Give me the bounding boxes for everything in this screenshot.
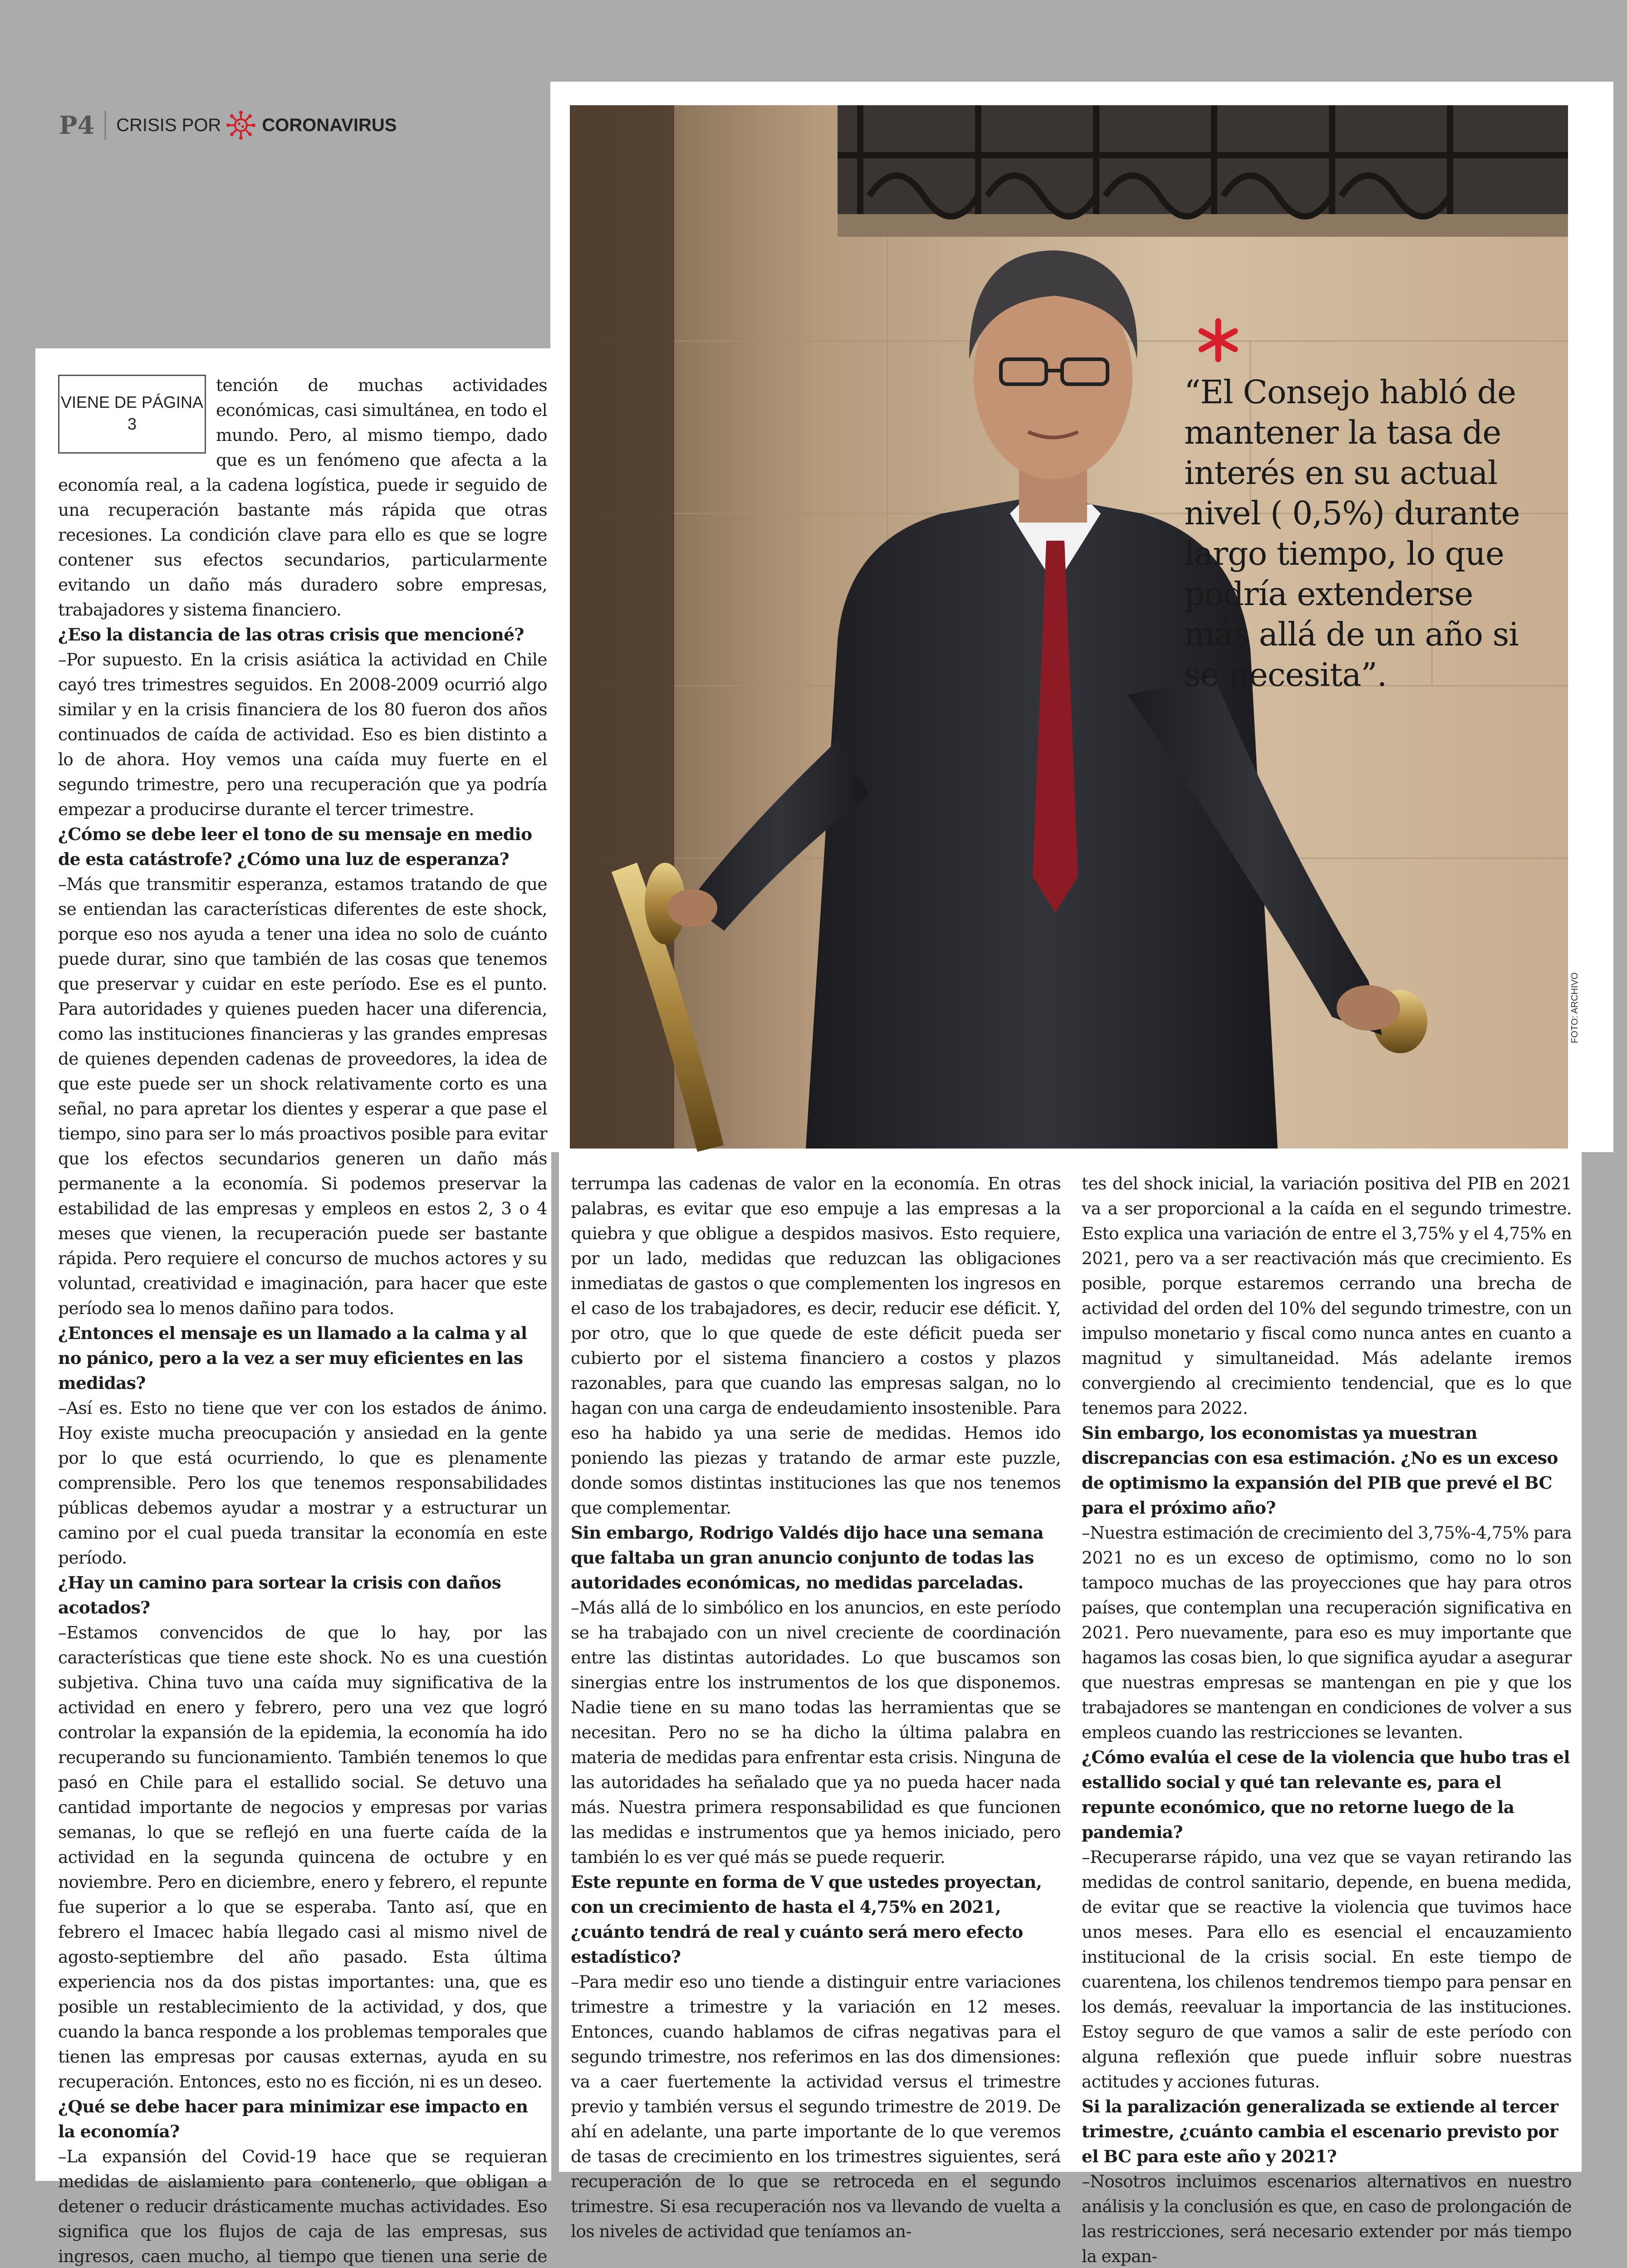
header-divider [104, 111, 106, 140]
question: Este repunte en forma de V que ustedes proyectan, con un crecimiento de hasta el 4,75% en 2021, ¿cuánto tendrá de real y cuánto será mero efecto estadístico? [571, 1872, 1042, 1967]
answer: –Más que transmitir esperanza, estamos tratando de que se entiendan las características diferentes de este shock, porque eso nos ayuda a tener una idea no solo de cuánto puede durar, sino que también de las cosas que tenemos que preservar y cuidar en este período. Ese es el punto. Para autoridades y quienes pueden hacer una diferencia, como las instituciones financieras y las grandes empresas de quienes dependen cadenas de proveedores, la idea de que este puede ser un shock relativamente corto es una señal, no para apretar los dientes y esperar a que pase el tiempo, sino para ser lo más proactivos posible para evitar que los efectos secundarios generen un daño más permanente a la economía. Si podemos preservar la estabilidad de las empresas y empleos en estos 2, 3 o 4 meses que vienen, la recuperación puede ser bastante rápida. Pero requiere el concurso de muchos actores y su voluntad, creatividad e imaginación, para hacer que este período sea lo menos dañino para todos. [58, 874, 547, 1318]
answer: –Más allá de lo simbólico en los anuncios, en este período se ha trabajado con un nivel creciente de coordinación entre las distintas autoridades. Lo que buscamos son sinergias entre los instrumentos de los que disponemos. Nadie tiene en su mano todas las herramientas que se necesitan. Pero no se ha dicho la última palabra en materia de medidas para enfrentar esta crisis. Ninguna de las autoridades ha señalado que ya no pueda hacer nada más. Nuestra primera responsabilidad es que funcionen las medidas e instrumentos que ya hemos iniciado, pero también lo es ver qué más se puede requerir. [571, 1598, 1061, 1867]
page-number: P4 [59, 111, 95, 140]
photo-credit: FOTO: ARCHIVO [1570, 972, 1580, 1043]
answer: –Estamos convencidos de que lo hay, por las características que tiene este shock. No es una cuestión subjetiva. China tuvo una caída muy significativa de la actividad en enero y febrero, pero una vez que logró controlar la expansión de la epidemia, la economía ha ido recuperando su funcionamiento. También tenemos lo que pasó en Chile para el estallido social. Se detuvo una cantidad importante de negocios y empresas por varias semanas, lo que se reflejó en una fuerte caída de la actividad en la segunda quincena de octubre y en noviembre. Pero en diciembre, enero y febrero, el repunte fue superior a lo que se esperaba. Tanto así, que en febrero el Imacec había llegado casi al mismo nivel de agosto-septiembre del año pasado. Esta última experiencia nos da dos pistas importantes: una, que es posible un restablecimiento de la actividad, y dos, que cuando la banca responde a los problemas temporales que tienen las empresas por causas externas, ayuda en su recuperación. Entonces, esto no es ficción, ni es un deseo. [58, 1623, 547, 2092]
section-title: CORONAVIRUS [262, 115, 397, 135]
answer: tes del shock inicial, la variación positiva del PIB en 2021 va a ser proporcional a la caída en el segundo trimestre. Esto explica una variación de entre el 3,75% y el 4,75% en 2021, pero va a ser reactivación más que crecimiento. Es posible, porque estaremos cerrando una brecha de actividad del orden del 10% del segundo trimestre, con un impulso monetario y fiscal como nunca antes en cuanto a magnitud y simultaneidad. Más adelante iremos convergiendo al crecimiento tendencial, que es lo que tenemos para 2022. [1082, 1173, 1572, 1418]
answer: –Nuestra estimación de crecimiento del 3,75%-4,75% para 2021 no es un exceso de optimismo, como no lo son tampoco muchas de las proyecciones que hay para otros países, que contemplan una recuperación significativa en 2021. Pero nuevamente, para eso es muy importante que hagamos las cosas bien, lo que significa ayudar a asegurar que nuestras empresas se mantengan en pie y que los trabajadores se mantengan en condiciones de volver a sus empleos cuando las restricciones se levanten. [1082, 1523, 1572, 1742]
section-prefix: CRISIS POR [116, 115, 221, 135]
question: ¿Qué se debe hacer para minimizar ese impacto en la economía? [58, 2097, 528, 2141]
question: ¿Hay un camino para sortear la crisis con daños acotados? [58, 1573, 501, 1618]
article-column-1 [58, 373, 547, 2266]
article-column-2 [571, 1171, 1061, 2241]
question: Sin embargo, los economistas ya muestran discrepancias con esa estimación. ¿No es un exceso de optimismo la expansión del PIB que prevé el BC para el próximo año? [1082, 1423, 1558, 1518]
answer: –Recuperarse rápido, una vez que se vayan retirando las medidas de control sanitario, depende, en buena medida, de evitar que se reactive la violencia que tuvimos hace unos meses. Para ello es esencial el encauzamiento institucional de la crisis social. En este tiempo de cuarentena, los chilenos tendremos tiempo para pensar en los demás, reevaluar la importancia de las instituciones. Estoy seguro de que vamos a salir de este período con alguna reflexión que puede influir sobre nuestras actitudes y acciones futuras. [1082, 1847, 1572, 2092]
answer: –La expansión del Covid-19 hace que se requieran medidas de aislamiento para contenerlo, que obligan a detener o reducir drásticamente muchas actividades. Eso significa que los flujos de caja de las empresas, sus ingresos, caen mucho, al tiempo que tienen una serie de [58, 2146, 547, 2266]
answer: terrumpa las cadenas de valor en la economía. En otras palabras, es evitar que eso empuje a las empresas a la quiebra y que obligue a despidos masivos. Esto requiere, por un lado, medidas que reduzcan las obligaciones inmediatas de gastos o que complementen los ingresos en el caso de los trabajadores, es decir, reducir ese déficit. Y, por otro, que lo que quede de este déficit pueda ser cubierto por el sistema financiero a costos y plazos razonables, para que cuando las empresas salgan, no lo hagan con una carga de endeudamiento insostenible. Para eso ha habido ya una serie de medidas. Hemos ido poniendo las piezas y tratando de armar este puzzle, donde somos distintas instituciones las que nos tenemos que complementar. [571, 1173, 1061, 1518]
asterisk-icon [1198, 318, 1239, 363]
continued-from-box: VIENE DE PÁGINA 3 [58, 375, 206, 454]
question: Si la paralización generalizada se extiende al tercer trimestre, ¿cuánto cambia el escenario previsto por el BC para este año y 2021? [1082, 2097, 1558, 2166]
question: Sin embargo, Rodrigo Valdés dijo hace una semana que faltaba un gran anuncio conjunto de todas las autoridades económicas, no medidas parceladas. [571, 1523, 1044, 1593]
answer: –Por supuesto. En la crisis asiática la actividad en Chile cayó tres trimestres seguidos. En 2008-2009 ocurrió algo similar y en la crisis financiera de los 80 fueron dos años continuados de caída de actividad. Eso es bien distinto a lo de ahora. Hoy vemos una caída muy fuerte en el segundo trimestre, pero una recuperación que ya podría empezar a producirse durante el tercer trimestre. [58, 650, 547, 819]
answer: –Para medir eso uno tiende a distinguir entre variaciones trimestre a trimestre y la variación en 12 meses. Entonces, cuando hablamos de cifras negativas para el segundo trimestre, nos referimos en las dos dimensiones: va a caer fuertemente la actividad versus el trimestre previo y también versus el segundo trimestre de 2019. De ahí en adelante, una parte importante de lo que veremos de tasas de crecimiento en los trimestres siguientes, será recuperación de lo que se retroceda en el segundo trimestre. Si esa recuperación nos va llevando de vuelta a los niveles de actividad que teníamos an- [571, 1972, 1061, 2241]
article-column-3 [1082, 1171, 1572, 2266]
question: ¿Cómo se debe leer el tono de su mensaje en medio de esta catástrofe? ¿Cómo una luz de esperanza? [58, 824, 532, 869]
question: ¿Eso la distancia de las otras crisis que mencioné? [58, 625, 524, 645]
question: ¿Cómo evalúa el cese de la violencia que hubo tras el estallido social y qué tan relevante es, para el repunte económico, que no retorne luego de la pandemia? [1082, 1747, 1570, 1842]
answer: –Así es. Esto no tiene que ver con los estados de ánimo. Hoy existe mucha preocupación y ansiedad en la gente por lo que está ocurriendo, lo que es plenamente comprensible. Pero los que tenemos responsabilidades públicas debemos ayudar a mostrar y a estructurar un camino por el cual pueda transitar la economía en este período. [58, 1398, 547, 1568]
answer: –Nosotros incluimos escenarios alternativos en nuestro análisis y la conclusión es que, en caso de prolongación de las restricciones, será necesario extender por más tiempo la expan- [1082, 2171, 1572, 2266]
column-1-body [58, 373, 547, 2268]
question: ¿Entonces el mensaje es un llamado a la calma y al no pánico, pero a la vez a ser muy eficientes en las medidas? [58, 1323, 527, 1393]
page-header [59, 107, 397, 143]
pull-quote: “El Consejo habló de mantener la tasa de interés en su actual nivel ( 0,5%) durante largo tiempo, lo que podría extenderse más allá de un año si se necesita”. [1184, 373, 1520, 694]
answer: tención de muchas actividades económicas, casi simultánea, en todo el mundo. Pero, al mismo tiempo, dado que es un fenómeno que afecta a la economía real, a la cadena logística, puede ir seguido de una recuperación bastante más rápida que otras recesiones. La condición clave para ello es que se logre contener sus efectos secundarios, particularmente evitando un daño más duradero sobre empresas, trabajadores y sistema financiero. [58, 375, 547, 620]
virus-icon [226, 111, 255, 140]
